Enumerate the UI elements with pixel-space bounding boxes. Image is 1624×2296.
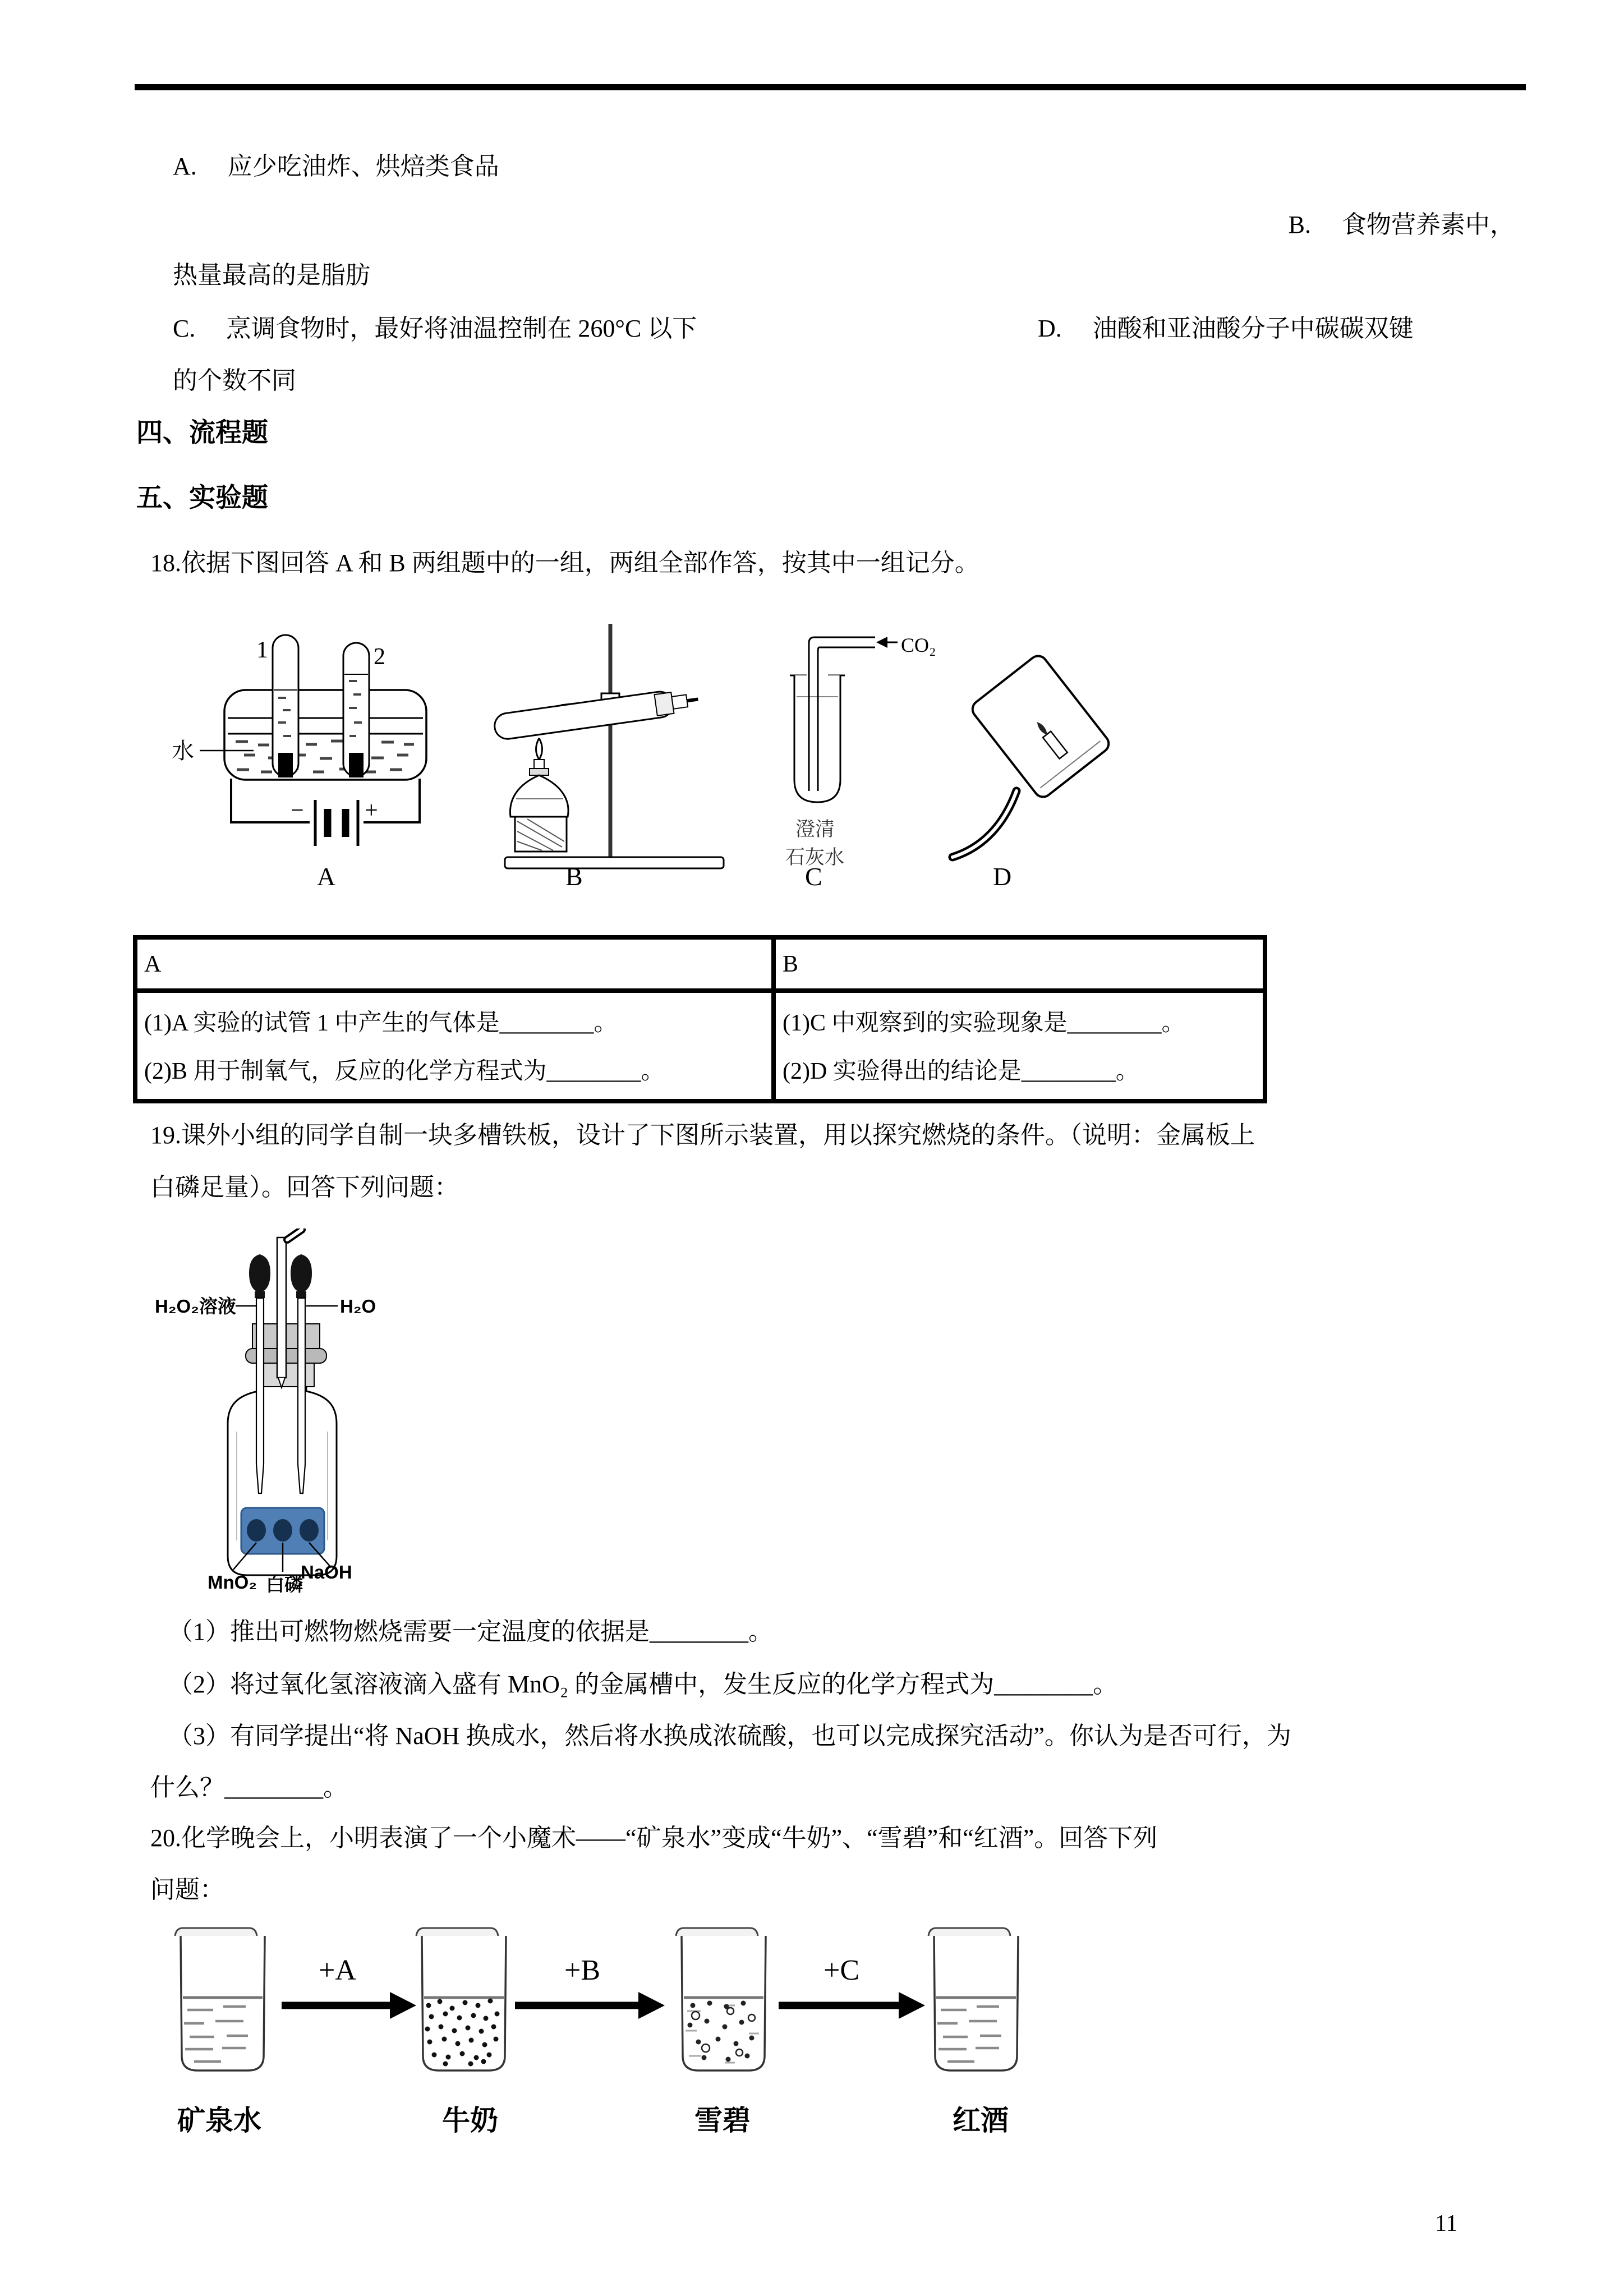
figure-letter-c: C xyxy=(805,862,822,891)
arrow-plus-a xyxy=(282,1954,416,2019)
q20-figure xyxy=(140,1921,1094,2148)
figure-letter-d: D xyxy=(993,862,1012,891)
option-d-cont: 的个数不同 xyxy=(173,367,296,394)
arrow-plus-b xyxy=(515,1954,665,2019)
center-tube xyxy=(277,1237,286,1378)
q19-figure xyxy=(151,1228,488,1602)
heating-apparatus xyxy=(493,624,724,868)
q19-sub1: （1）推出可燃物燃烧需要一定温度的依据是________。 xyxy=(168,1618,773,1645)
q20-stem-line2: 问题： xyxy=(150,1876,224,1903)
q18-figure xyxy=(168,606,1156,900)
beaker-mineral-water xyxy=(175,1928,265,2070)
naoh-label: NaOH xyxy=(301,1562,352,1582)
test-tube xyxy=(493,690,674,740)
q19-sub3-line2: 什么？________。 xyxy=(150,1774,348,1801)
table-cell-a xyxy=(137,993,776,1103)
q20-stem-line1: 20.化学晚会上，小明表演了一个小魔术——“矿泉水”变成“牛奶”、“雪碧”和“红酒”。回答下列 xyxy=(150,1824,1158,1852)
mno2-label: MnO₂ xyxy=(208,1572,257,1593)
h2o-label: H₂O xyxy=(340,1296,376,1317)
electrode-1 xyxy=(278,753,293,777)
option-c: C. 烹调食物时，最好将油温控制在 260°C 以下 xyxy=(173,315,697,342)
caption-red-wine: 红酒 xyxy=(953,2105,1009,2136)
tube-2-number: 2 xyxy=(374,644,385,670)
limewater-label-1: 澄清 xyxy=(795,818,835,840)
limewater-label-2: 石灰水 xyxy=(785,846,845,868)
caption-milk: 牛奶 xyxy=(442,2105,498,2136)
battery-icon xyxy=(291,798,378,846)
q19-stem-line1: 19.课外小组的同学自制一块多槽铁板，设计了下图所示装置，用以探究燃烧的条件。（说明：金属板上 xyxy=(150,1121,1255,1149)
battery-minus: − xyxy=(291,798,304,823)
tray-hole-naoh xyxy=(300,1519,319,1542)
header-rule xyxy=(135,84,1526,90)
electrode-2 xyxy=(349,753,364,777)
blank-a2: (2)B 用于制氧气，反应的化学方程式为________。 xyxy=(144,1059,665,1084)
water-label: 水 xyxy=(172,738,194,763)
q19-stem-line2: 白磷足量）。回答下列问题： xyxy=(150,1174,459,1201)
caption-sprite: 雪碧 xyxy=(694,2105,751,2136)
electrolysis-apparatus xyxy=(172,635,426,846)
table-header-a: A xyxy=(137,940,776,993)
q18-answer-table xyxy=(133,935,1267,1103)
blank-b2: (2)D 实验得出的结论是________。 xyxy=(783,1059,1139,1084)
stopper xyxy=(655,692,674,716)
limewater-apparatus xyxy=(785,634,936,868)
q19-sub2: （2）将过氧化氢溶液滴入盛有 MnO₂ 的金属槽中，发生反应的化学方程式为________。 xyxy=(168,1671,1118,1698)
section-5-heading: 五、实验题 xyxy=(136,484,268,513)
alcohol-lamp xyxy=(510,738,568,852)
beaker-milk xyxy=(416,1928,506,2070)
blank-b1: (1)C 中观察到的实验现象是________。 xyxy=(783,1010,1185,1036)
q18-stem: 18.依据下图回答 A 和 B 两组题中的一组，两组全部作答，按其中一组记分。 xyxy=(150,549,979,577)
caption-mineral-water: 矿泉水 xyxy=(177,2105,261,2136)
q19-sub3-line1: （3）有同学提出“将 NaOH 换成水，然后将水换成浓硫酸，也可以完成探究活动”。你认为是否可行，为 xyxy=(168,1722,1291,1750)
arrow-c-label: +C xyxy=(823,1954,860,1986)
tube-1-number: 1 xyxy=(256,637,268,663)
white-phosphorus-label: 白磷 xyxy=(266,1574,303,1595)
beaker-red-wine xyxy=(928,1928,1018,2070)
arrow-a-label: +A xyxy=(319,1954,356,1986)
beaker-sprite xyxy=(676,1928,766,2070)
co2-label: CO₂ xyxy=(901,634,936,656)
tray-hole-phosphorus xyxy=(273,1519,292,1542)
arrow-b-label: +B xyxy=(564,1954,601,1986)
page-number: 11 xyxy=(1435,2211,1458,2237)
option-b: B. 食物营养素中， xyxy=(1288,211,1515,238)
pouring-apparatus xyxy=(953,652,1112,857)
burning-condition-bottle xyxy=(155,1230,376,1595)
h2o2-label: H₂O₂溶液 xyxy=(155,1296,236,1317)
arrow-plus-c xyxy=(779,1954,925,2019)
option-d: D. 油酸和亚油酸分子中碳碳双键 xyxy=(1038,315,1414,342)
figure-letter-a: A xyxy=(317,862,336,891)
table-cell-b xyxy=(776,993,1263,1103)
option-a: A. 应少吃油炸、烘焙类食品 xyxy=(173,153,499,180)
option-b-cont: 热量最高的是脂肪 xyxy=(173,261,370,289)
blank-a1: (1)A 实验的试管 1 中产生的气体是________。 xyxy=(144,1010,618,1036)
battery-plus: + xyxy=(365,798,378,823)
table-header-b: B xyxy=(776,940,1263,993)
section-4-heading: 四、流程题 xyxy=(136,418,268,448)
tray-hole-mno2 xyxy=(247,1519,266,1542)
figure-letter-b: B xyxy=(565,862,583,891)
